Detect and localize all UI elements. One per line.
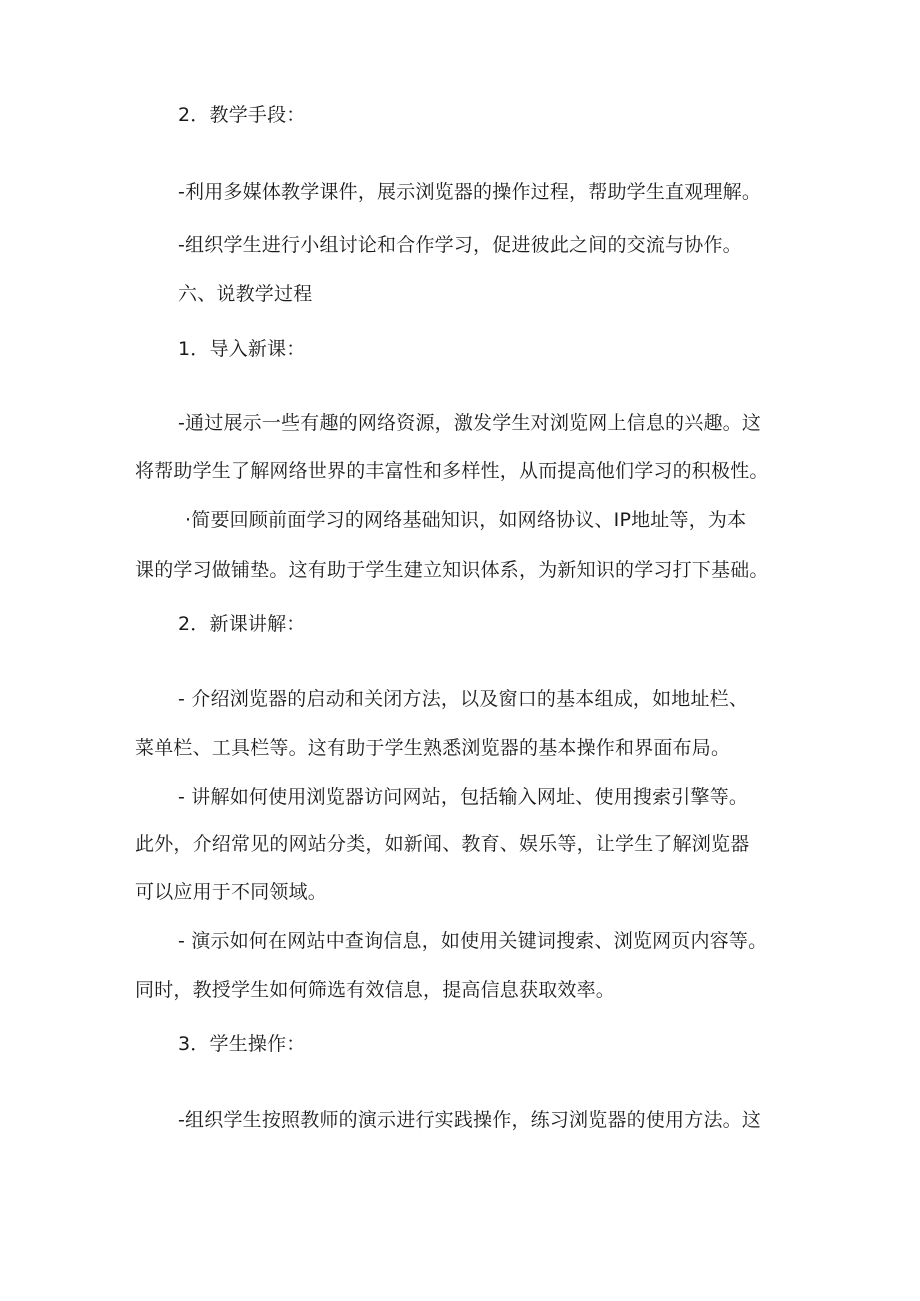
subheading-student-practice: 3．学生操作： [178, 1033, 306, 1055]
section-heading-teaching-process: 六、说教学过程 [178, 283, 313, 305]
paragraph-line: 同时，教授学生如何筛选有效信息，提高信息获取效率。 [135, 979, 616, 1001]
paragraph-line: ·简要回顾前面学习的网络基础知识，如网络协议、IP地址等，为本 [185, 509, 747, 531]
paragraph-line: - 讲解如何使用浏览器访问网站，包括输入网址、使用搜索引擎等。 [178, 786, 749, 808]
subheading-new-lesson: 2．新课讲解： [178, 613, 306, 635]
paragraph-line: - 演示如何在网站中查询信息，如使用关键词搜索、浏览网页内容等。 [178, 930, 768, 952]
paragraph-line: 将帮助学生了解网络世界的丰富性和多样性，从而提高他们学习的积极性。 [135, 460, 769, 482]
paragraph-line: 菜单栏、工具栏等。这有助于学生熟悉浏览器的基本操作和界面布局。 [135, 737, 731, 759]
paragraph-line: -组织学生按照教师的演示进行实践操作，练习浏览器的使用方法。这 [178, 1109, 762, 1131]
paragraph-line: 此外，介绍常见的网站分类，如新闻、教育、娱乐等，让学生了解浏览器 [135, 833, 750, 855]
subheading-introduction: 1．导入新课： [178, 338, 306, 360]
paragraph-line: -通过展示一些有趣的网络资源，激发学生对浏览网上信息的兴趣。这 [178, 412, 762, 434]
paragraph-line: -利用多媒体教学课件，展示浏览器的操作过程，帮助学生直观理解。 [178, 181, 762, 203]
section-heading-teaching-means: 2．教学手段： [178, 104, 306, 126]
paragraph-line: 可以应用于不同领域。 [135, 881, 328, 903]
paragraph-line: - 介绍浏览器的启动和关闭方法，以及窗口的基本组成，如地址栏、 [178, 688, 749, 710]
paragraph-line: 课的学习做铺垫。这有助于学生建立知识体系，为新知识的学习打下基础。 [135, 559, 769, 581]
paragraph-line: -组织学生进行小组讨论和合作学习，促进彼此之间的交流与协作。 [178, 234, 742, 256]
